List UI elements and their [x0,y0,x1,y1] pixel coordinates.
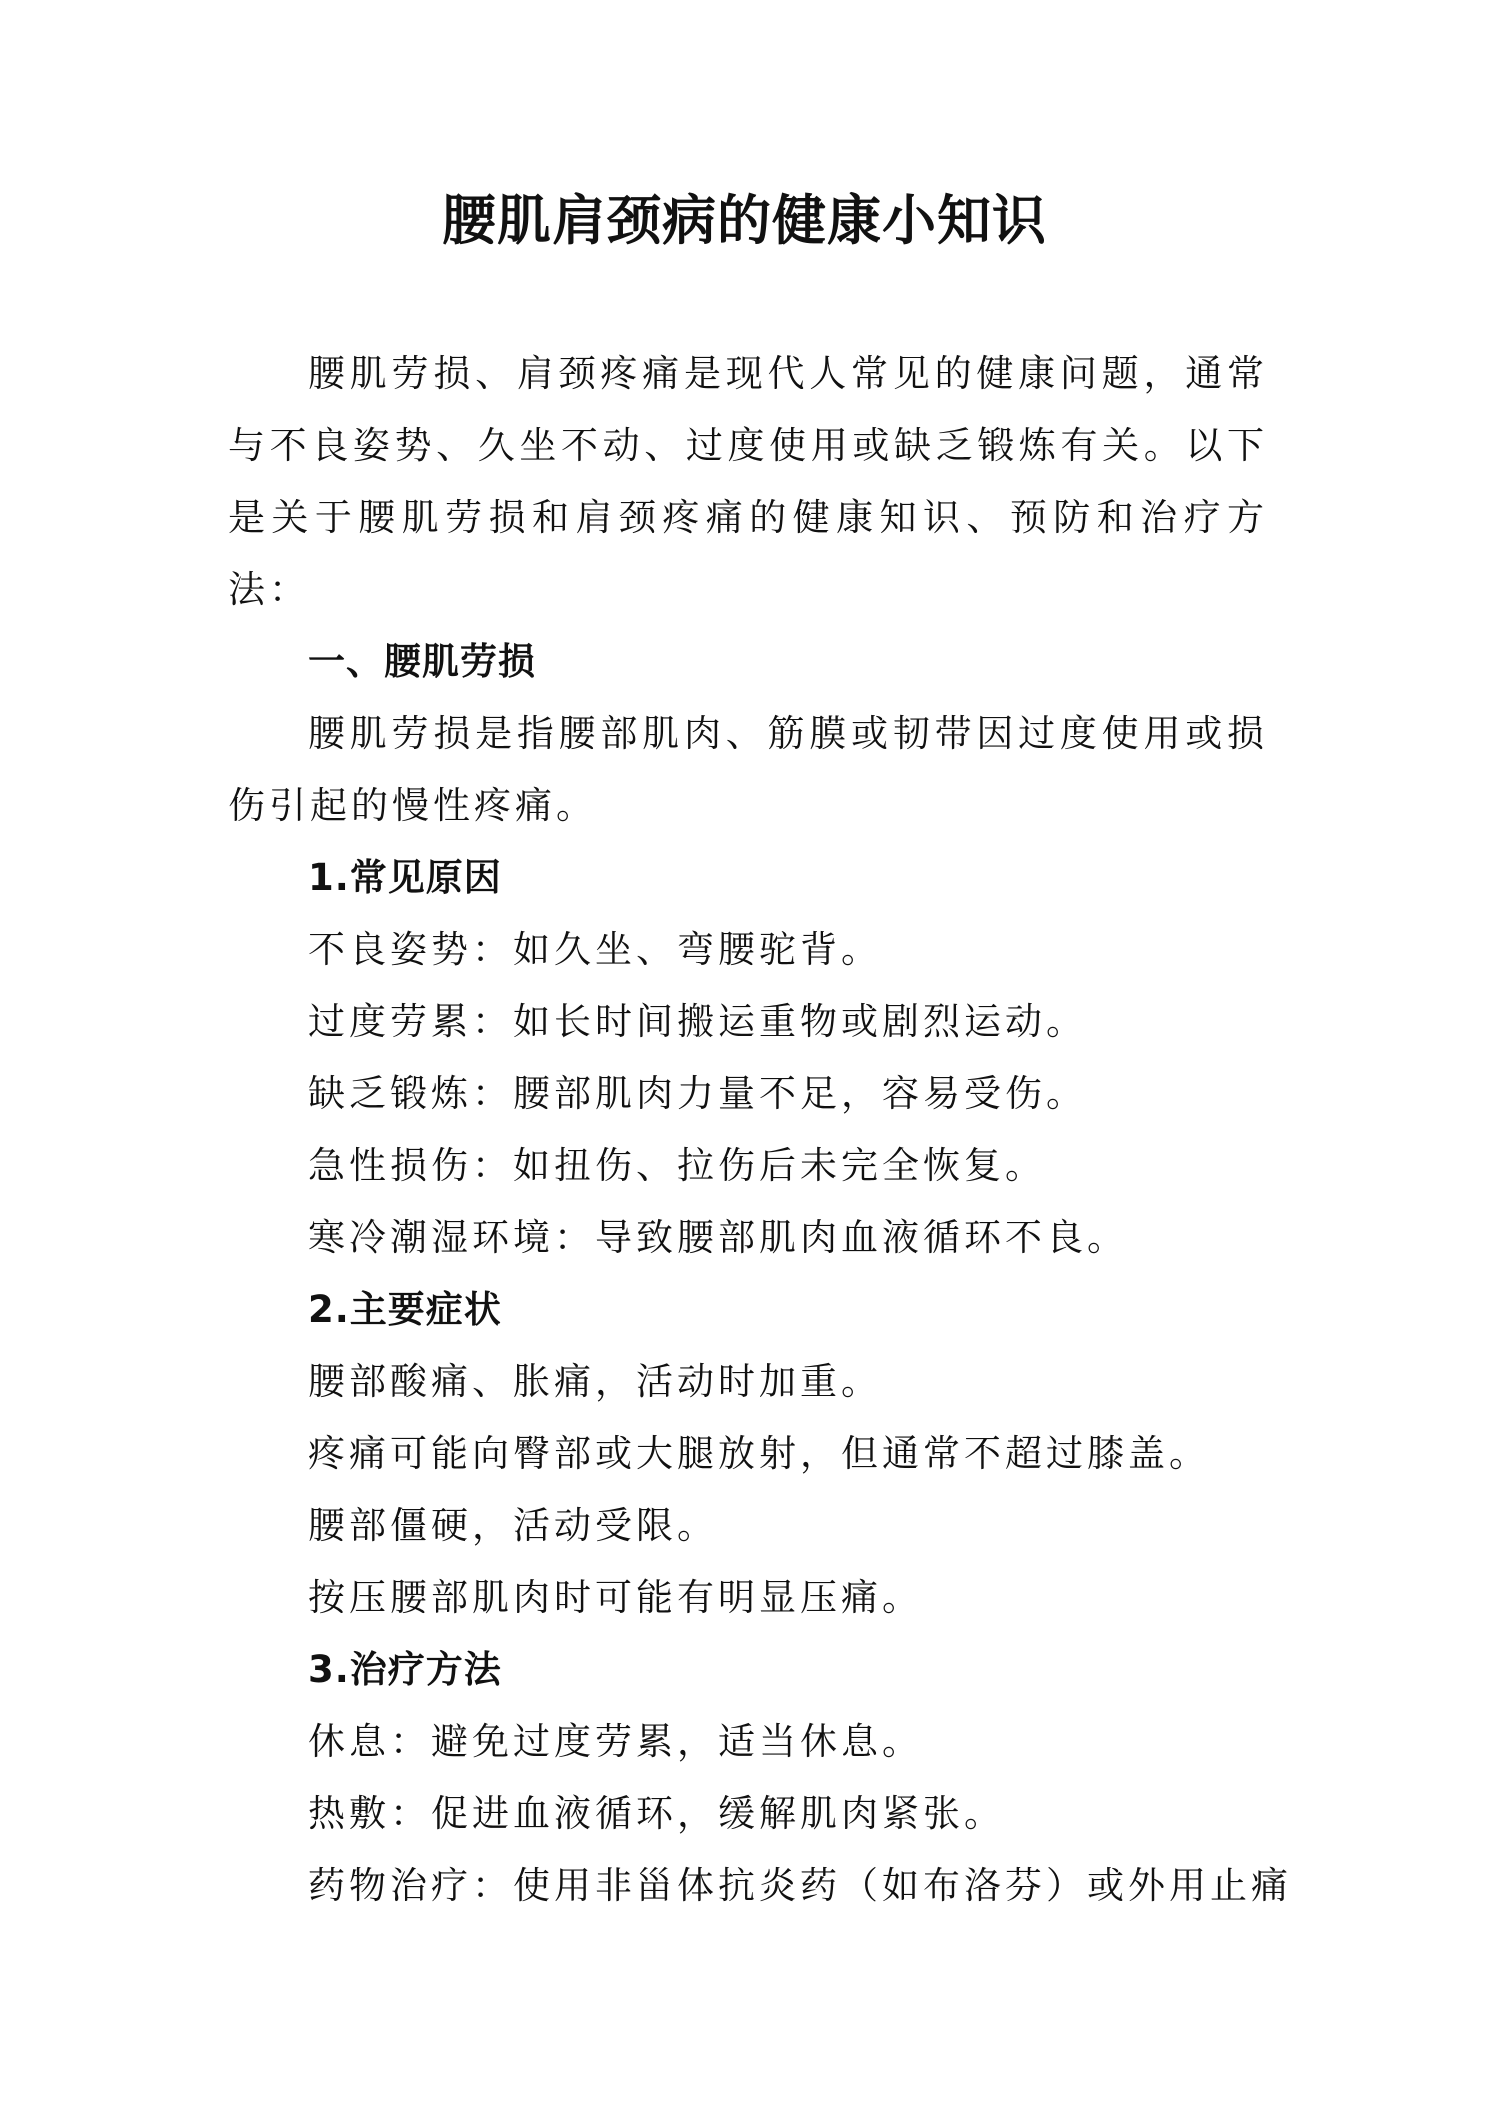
list-item: 疼痛可能向臀部或大腿放射，但通常不超过膝盖。 [308,1432,1210,1475]
subheading-symptoms: 2.主要症状 [308,1288,502,1331]
list-item: 腰部酸痛、胀痛，活动时加重。 [308,1360,882,1403]
list-item: 寒冷潮湿环境：导致腰部肌肉血液循环不良。 [308,1216,1128,1259]
subheading-causes: 1.常见原因 [308,856,502,899]
list-item: 腰部僵硬，活动受限。 [308,1504,718,1547]
list-item: 不良姿势：如久坐、弯腰驼背。 [308,928,882,971]
list-item: 过度劳累：如长时间搬运重物或剧烈运动。 [308,1000,1087,1043]
list-item: 药物治疗：使用非甾体抗炎药（如布洛芬）或外用止痛 [308,1864,1292,1907]
list-item: 按压腰部肌肉时可能有明显压痛。 [308,1576,923,1619]
document-title: 腰肌肩颈病的健康小知识 [442,188,1047,252]
document-body [228,338,1292,1922]
list-item: 急性损伤：如扭伤、拉伤后未完全恢复。 [308,1144,1046,1187]
list-item: 休息：避免过度劳累，适当休息。 [308,1720,923,1763]
subheading-treatment: 3.治疗方法 [308,1648,502,1691]
list-item: 热敷：促进血液循环，缓解肌肉紧张。 [308,1792,1005,1835]
section-heading-lumbar-strain: 一、腰肌劳损 [308,640,536,683]
intro-paragraph: 腰肌劳损、肩颈疼痛是现代人常见的健康问题，通常与不良姿势、久坐不动、过度使用或缺乏锻炼有关。以下是关于腰肌劳损和肩颈疼痛的健康知识、预防和治疗方法： [228,352,1268,611]
list-item: 缺乏锻炼：腰部肌肉力量不足，容易受伤。 [308,1072,1087,1115]
definition-paragraph: 腰肌劳损是指腰部肌肉、筋膜或韧带因过度使用或损伤引起的慢性疼痛。 [228,712,1268,827]
